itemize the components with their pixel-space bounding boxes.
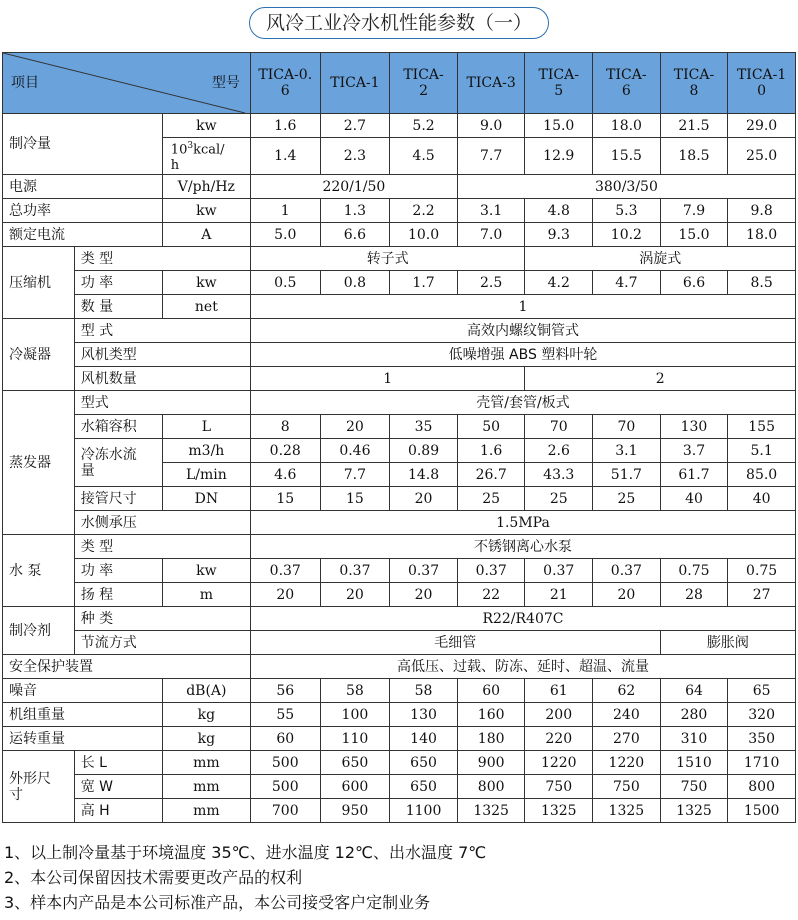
model-header [320, 53, 390, 114]
value-cell: 51.7 [593, 463, 661, 487]
value-cell: 2.2 [390, 199, 458, 223]
table-row [3, 559, 796, 583]
table-row [3, 271, 796, 295]
value-cell: 6.6 [660, 271, 728, 295]
value-cell: 64 [660, 679, 728, 703]
model-header [660, 53, 728, 114]
unit-cell: $10^3kcal/$ h [162, 138, 250, 175]
value-cell: 7.9 [660, 199, 728, 223]
value-cell: 1 [250, 295, 795, 319]
table-row [3, 511, 796, 535]
unit-cell: A [162, 223, 250, 247]
model-name: TICA-0. 6 [258, 67, 313, 99]
value-cell: 5.2 [390, 114, 458, 138]
table-row [3, 631, 796, 655]
unit-cell: mm [162, 775, 250, 799]
value-cell: 3.1 [457, 199, 525, 223]
value-cell: 900 [457, 751, 525, 775]
table-row [3, 343, 796, 367]
value-cell: 4.5 [390, 138, 458, 175]
value-cell: 壳管/套管/板式 [250, 391, 795, 415]
row-label: 机组重量 [3, 703, 163, 727]
value-cell: 5.1 [728, 439, 796, 463]
sub-label: 扬 程 [74, 583, 162, 607]
value-cell: 3.7 [660, 439, 728, 463]
value-cell: 12.9 [525, 138, 593, 175]
value-cell: 56 [250, 679, 320, 703]
sub-label: 高 H [74, 799, 162, 823]
row-label: 制冷量 [3, 114, 163, 175]
note-3: 3、样本内产品是本公司标准产品，本公司接受客户定制业务 [4, 893, 431, 912]
value-cell: 220 [525, 727, 593, 751]
unit-cell: kw [162, 559, 250, 583]
table-row [3, 751, 796, 775]
row-label: 总功率 [3, 199, 163, 223]
table-row [3, 799, 796, 823]
group-label: 外形尺 寸 [3, 751, 75, 823]
unit-cell: V/ph/Hz [162, 175, 250, 199]
group-label: 水 泵 [3, 535, 75, 607]
sub-label: 冷冻水流 量 [74, 439, 162, 487]
notes [4, 840, 486, 915]
value-cell: 4.7 [593, 271, 661, 295]
value-cell: 1325 [660, 799, 728, 823]
value-cell: 0.75 [728, 559, 796, 583]
value-cell: 0.37 [320, 559, 390, 583]
value-cell: R22/R407C [250, 607, 795, 631]
table-row [3, 175, 796, 199]
value-cell: 43.3 [525, 463, 593, 487]
value-cell: 15.0 [525, 114, 593, 138]
value-cell: 高低压、过载、防冻、延时、超温、流量 [250, 655, 795, 679]
value-cell: 240 [593, 703, 661, 727]
row-label: 电源 [3, 175, 163, 199]
value-cell: 160 [457, 703, 525, 727]
value-cell: 750 [593, 775, 661, 799]
value-cell: 18.0 [728, 223, 796, 247]
value-cell: 转子式 [250, 247, 525, 271]
value-cell: 0.37 [457, 559, 525, 583]
group-label: 冷凝器 [3, 319, 75, 391]
value-cell: 1325 [525, 799, 593, 823]
value-cell: 750 [525, 775, 593, 799]
value-cell: 0.37 [250, 559, 320, 583]
value-cell: 950 [320, 799, 390, 823]
value-cell: 20 [390, 583, 458, 607]
value-cell: 15.5 [593, 138, 661, 175]
value-cell: 280 [660, 703, 728, 727]
value-cell: 29.0 [728, 114, 796, 138]
value-cell: 35 [390, 415, 458, 439]
model-header [250, 53, 320, 114]
unit-cell: DN [162, 487, 250, 511]
value-cell: 130 [660, 415, 728, 439]
table-row [3, 655, 796, 679]
sub-label: 类 型 [74, 535, 250, 559]
model-name: TICA- 6 [606, 67, 647, 99]
value-cell: 5.3 [593, 199, 661, 223]
value-cell: 70 [593, 415, 661, 439]
value-cell: 20 [250, 583, 320, 607]
value-cell: 320 [728, 703, 796, 727]
group-label: 压缩机 [3, 247, 75, 319]
value-cell: 58 [390, 679, 458, 703]
value-cell: 100 [320, 703, 390, 727]
value-cell: 高效内螺纹铜管式 [250, 319, 795, 343]
table-row [3, 295, 796, 319]
value-cell: 2 [525, 367, 796, 391]
value-cell: 2.6 [525, 439, 593, 463]
sub-label: 风机数量 [74, 367, 250, 391]
value-cell: 1.6 [250, 114, 320, 138]
model-header [728, 53, 796, 114]
value-cell: 350 [728, 727, 796, 751]
value-cell: 4.6 [250, 463, 320, 487]
value-cell: 70 [525, 415, 593, 439]
table-row [3, 199, 796, 223]
unit-cell: net [162, 295, 250, 319]
group-label: 制冷剂 [3, 607, 75, 655]
value-cell: 18.5 [660, 138, 728, 175]
row-label: 运转重量 [3, 727, 163, 751]
value-cell: 9.8 [728, 199, 796, 223]
sub-label: 种 类 [74, 607, 250, 631]
value-cell: 4.2 [525, 271, 593, 295]
value-cell: 27 [728, 583, 796, 607]
model-name: TICA-1 0 [736, 67, 787, 99]
value-cell: 1.4 [250, 138, 320, 175]
sub-label: 功 率 [74, 271, 162, 295]
value-cell: 2.5 [457, 271, 525, 295]
note-2: 2、本公司保留因技术需要更改产品的权利 [4, 868, 303, 887]
value-cell: 62 [593, 679, 661, 703]
value-cell: 0.46 [320, 439, 390, 463]
spec-table-body [3, 53, 796, 823]
value-cell: 55 [250, 703, 320, 727]
model-name: TICA-3 [466, 75, 516, 91]
row-label: 额定电流 [3, 223, 163, 247]
table-row [3, 535, 796, 559]
value-cell: 700 [250, 799, 320, 823]
model-header [593, 53, 661, 114]
value-cell: 毛细管 [250, 631, 660, 655]
value-cell: 1 [250, 199, 320, 223]
value-cell: 14.8 [390, 463, 458, 487]
value-cell: 1.3 [320, 199, 390, 223]
value-cell: 800 [728, 775, 796, 799]
value-cell: 7.0 [457, 223, 525, 247]
value-cell: 1510 [660, 751, 728, 775]
table-row [3, 679, 796, 703]
value-cell: 15.0 [660, 223, 728, 247]
value-cell: 1.5MPa [250, 511, 795, 535]
page-title: 风冷工业冷水机性能参数（一） [249, 7, 549, 39]
table-row [3, 439, 796, 463]
value-cell: 5.0 [250, 223, 320, 247]
value-cell: 650 [390, 775, 458, 799]
value-cell: 1100 [390, 799, 458, 823]
table-row [3, 114, 796, 138]
value-cell: 0.8 [320, 271, 390, 295]
unit-cell: kw [162, 114, 250, 138]
unit-cell: m3/h [162, 439, 250, 463]
unit-cell: kw [162, 199, 250, 223]
sub-label: 型式 [74, 391, 250, 415]
value-cell: 310 [660, 727, 728, 751]
sub-label: 类 型 [74, 247, 250, 271]
unit-cell: L [162, 415, 250, 439]
unit-cell: dB(A) [162, 679, 250, 703]
unit-cell: kw [162, 271, 250, 295]
value-cell: 21.5 [660, 114, 728, 138]
value-cell: 65 [728, 679, 796, 703]
header-diagonal-cell [3, 53, 251, 114]
value-cell: 10.0 [390, 223, 458, 247]
value-cell: 18.0 [593, 114, 661, 138]
model-name: TICA- 8 [673, 67, 715, 99]
value-cell: 750 [660, 775, 728, 799]
value-cell: 155 [728, 415, 796, 439]
value-cell: 60 [457, 679, 525, 703]
sub-label: 型 式 [74, 319, 250, 343]
value-cell: 1500 [728, 799, 796, 823]
value-cell: 20 [320, 415, 390, 439]
value-cell: 28 [660, 583, 728, 607]
value-cell: 26.7 [457, 463, 525, 487]
value-cell: 不锈钢离心水泵 [250, 535, 795, 559]
sub-label: 水侧承压 [74, 511, 250, 535]
model-header [525, 53, 593, 114]
value-cell: 800 [457, 775, 525, 799]
model-header [390, 53, 458, 114]
unit-cell: m [162, 583, 250, 607]
value-cell: 0.5 [250, 271, 320, 295]
value-cell: 20 [390, 487, 458, 511]
value-cell: 61.7 [660, 463, 728, 487]
value-cell: 3.1 [593, 439, 661, 463]
value-cell: 85.0 [728, 463, 796, 487]
table-row [3, 367, 796, 391]
value-cell: 380/3/50 [457, 175, 795, 199]
value-cell: 500 [250, 775, 320, 799]
table-row [3, 487, 796, 511]
value-cell: 15 [320, 487, 390, 511]
value-cell: 650 [320, 751, 390, 775]
value-cell: 0.37 [525, 559, 593, 583]
value-cell: 1325 [593, 799, 661, 823]
value-cell: 22 [457, 583, 525, 607]
sub-label: 功 率 [74, 559, 162, 583]
note-1: 1、以上制冷量基于环境温度 35℃、进水温度 12℃、出水温度 7℃ [4, 843, 487, 862]
value-cell: 9.0 [457, 114, 525, 138]
value-cell: 2.7 [320, 114, 390, 138]
value-cell: 低噪增强 ABS 塑料叶轮 [250, 343, 795, 367]
table-row [3, 727, 796, 751]
value-cell: 50 [457, 415, 525, 439]
value-cell: 涡旋式 [525, 247, 796, 271]
value-cell: 25 [593, 487, 661, 511]
value-cell: 0.28 [250, 439, 320, 463]
table-row [3, 703, 796, 727]
unit-cell: mm [162, 751, 250, 775]
value-cell: 1.7 [390, 271, 458, 295]
value-cell: 0.37 [390, 559, 458, 583]
value-cell: 1.6 [457, 439, 525, 463]
value-cell: 40 [728, 487, 796, 511]
value-cell: 1710 [728, 751, 796, 775]
value-cell: 9.3 [525, 223, 593, 247]
sub-label: 宽 W [74, 775, 162, 799]
value-cell: 21 [525, 583, 593, 607]
value-cell: 1220 [593, 751, 661, 775]
value-cell: 0.37 [593, 559, 661, 583]
value-cell: 1 [250, 367, 525, 391]
model-header [457, 53, 525, 114]
header-item-label: 项目 [11, 75, 39, 91]
value-cell: 25 [457, 487, 525, 511]
row-label: 安全保护装置 [3, 655, 251, 679]
value-cell: 1325 [457, 799, 525, 823]
group-label: 蒸发器 [3, 391, 75, 535]
table-row [3, 583, 796, 607]
value-cell: 25 [525, 487, 593, 511]
model-name: TICA- 5 [538, 67, 579, 99]
sub-label: 接管尺寸 [74, 487, 162, 511]
value-cell: 500 [250, 751, 320, 775]
value-cell: 220/1/50 [250, 175, 457, 199]
row-label: 噪音 [3, 679, 163, 703]
value-cell: 7.7 [320, 463, 390, 487]
spec-table [2, 52, 796, 823]
table-row [3, 607, 796, 631]
sub-label: 长 L [74, 751, 162, 775]
value-cell: 58 [320, 679, 390, 703]
value-cell: 270 [593, 727, 661, 751]
value-cell: 600 [320, 775, 390, 799]
title-container [0, 7, 798, 39]
value-cell: 8.5 [728, 271, 796, 295]
value-cell: 10.2 [593, 223, 661, 247]
table-row [3, 415, 796, 439]
value-cell: 8 [250, 415, 320, 439]
unit-cell: kg [162, 727, 250, 751]
value-cell: 15 [250, 487, 320, 511]
unit-cell: kg [162, 703, 250, 727]
model-name: TICA-1 [330, 75, 380, 91]
table-row [3, 247, 796, 271]
value-cell: 膨胀阀 [660, 631, 795, 655]
value-cell: 130 [390, 703, 458, 727]
table-row [3, 319, 796, 343]
value-cell: 650 [390, 751, 458, 775]
diagonal-line [3, 53, 245, 113]
value-cell: 0.89 [390, 439, 458, 463]
header-model-label: 型号 [211, 75, 240, 91]
value-cell: 25.0 [728, 138, 796, 175]
table-row [3, 391, 796, 415]
unit-cell: L/min [162, 463, 250, 487]
value-cell: 180 [457, 727, 525, 751]
value-cell: 61 [525, 679, 593, 703]
sub-label: 风机类型 [74, 343, 250, 367]
value-cell: 4.8 [525, 199, 593, 223]
value-cell: 7.7 [457, 138, 525, 175]
value-cell: 40 [660, 487, 728, 511]
value-cell: 20 [320, 583, 390, 607]
value-cell: 60 [250, 727, 320, 751]
sub-label: 水箱容积 [74, 415, 162, 439]
value-cell: 1220 [525, 751, 593, 775]
value-cell: 2.3 [320, 138, 390, 175]
header-row [3, 53, 796, 114]
sub-label: 节流方式 [74, 631, 250, 655]
model-name: TICA- 2 [403, 67, 444, 99]
value-cell: 110 [320, 727, 390, 751]
table-row [3, 775, 796, 799]
sub-label: 数 量 [74, 295, 162, 319]
unit-cell: mm [162, 799, 250, 823]
value-cell: 6.6 [320, 223, 390, 247]
value-cell: 20 [593, 583, 661, 607]
value-cell: 0.75 [660, 559, 728, 583]
value-cell: 140 [390, 727, 458, 751]
value-cell: 200 [525, 703, 593, 727]
table-row [3, 223, 796, 247]
